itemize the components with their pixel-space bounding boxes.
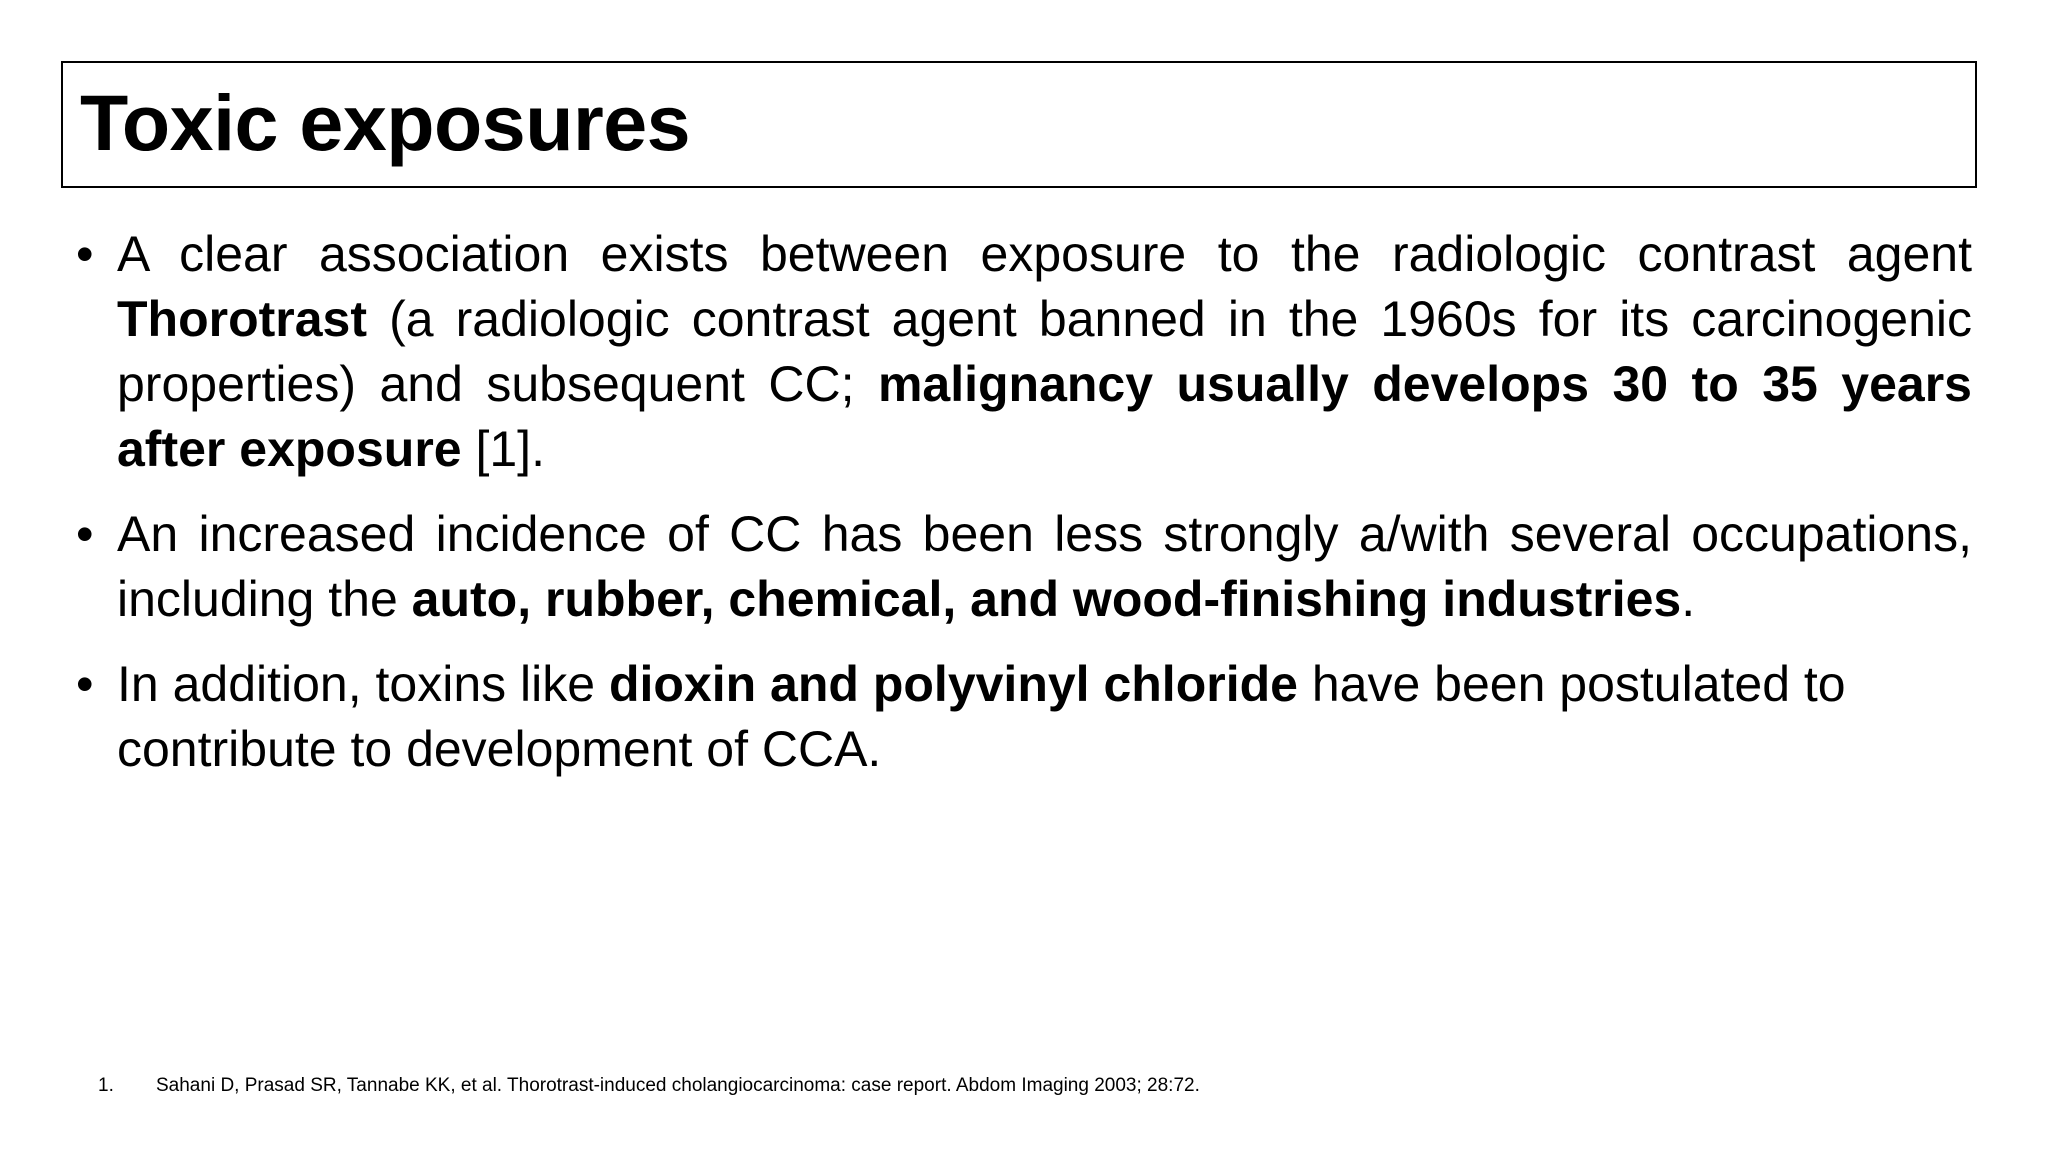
- bullet-text-segment: An increased incidence of CC has been less strongly a/with several occupations, including the: [117, 506, 1972, 627]
- bullet-text-segment: have been postulated to contribute to development of CCA.: [117, 656, 1846, 777]
- bullet-list: [76, 222, 1972, 802]
- bullet-text-segment: A clear association exists between exposure to the radiologic contrast agent: [117, 226, 1972, 282]
- bullet-text-segment: [1].: [461, 421, 545, 477]
- bullet-marker: •: [76, 506, 94, 562]
- bullet-text-segment: .: [1681, 571, 1696, 627]
- footnote-number: 1.: [98, 1075, 114, 1096]
- title-box: [61, 61, 1977, 188]
- bullet-text-bold: Thorotrast: [117, 291, 367, 347]
- bullet-text-bold: malignancy usually develops 30 to 35 years after exposure: [117, 356, 1972, 477]
- bullet-text-segment: (a radiologic contrast agent banned in the 1960s for its carcinogenic properties) and subsequent CC;: [117, 291, 1972, 412]
- footnote-text: Sahani D, Prasad SR, Tannabe KK, et al. Thorotrast-induced cholangiocarcinoma: case report. Abdom Imaging 2003; 28:72.: [156, 1075, 1200, 1096]
- bullet-text-bold: auto, rubber, chemical, and wood-finishing industries: [411, 571, 1682, 627]
- bullet-marker: •: [76, 226, 94, 282]
- bullet-marker: •: [76, 656, 94, 712]
- bullet-item: [76, 652, 1972, 782]
- bullet-item: [76, 502, 1972, 632]
- bullet-text-segment: In addition, toxins like: [117, 656, 609, 712]
- footnote: [98, 1074, 1200, 1098]
- slide-title: Toxic exposures: [80, 78, 691, 167]
- bullet-item: [76, 222, 1972, 482]
- bullet-text-bold: dioxin and polyvinyl chloride: [608, 656, 1298, 712]
